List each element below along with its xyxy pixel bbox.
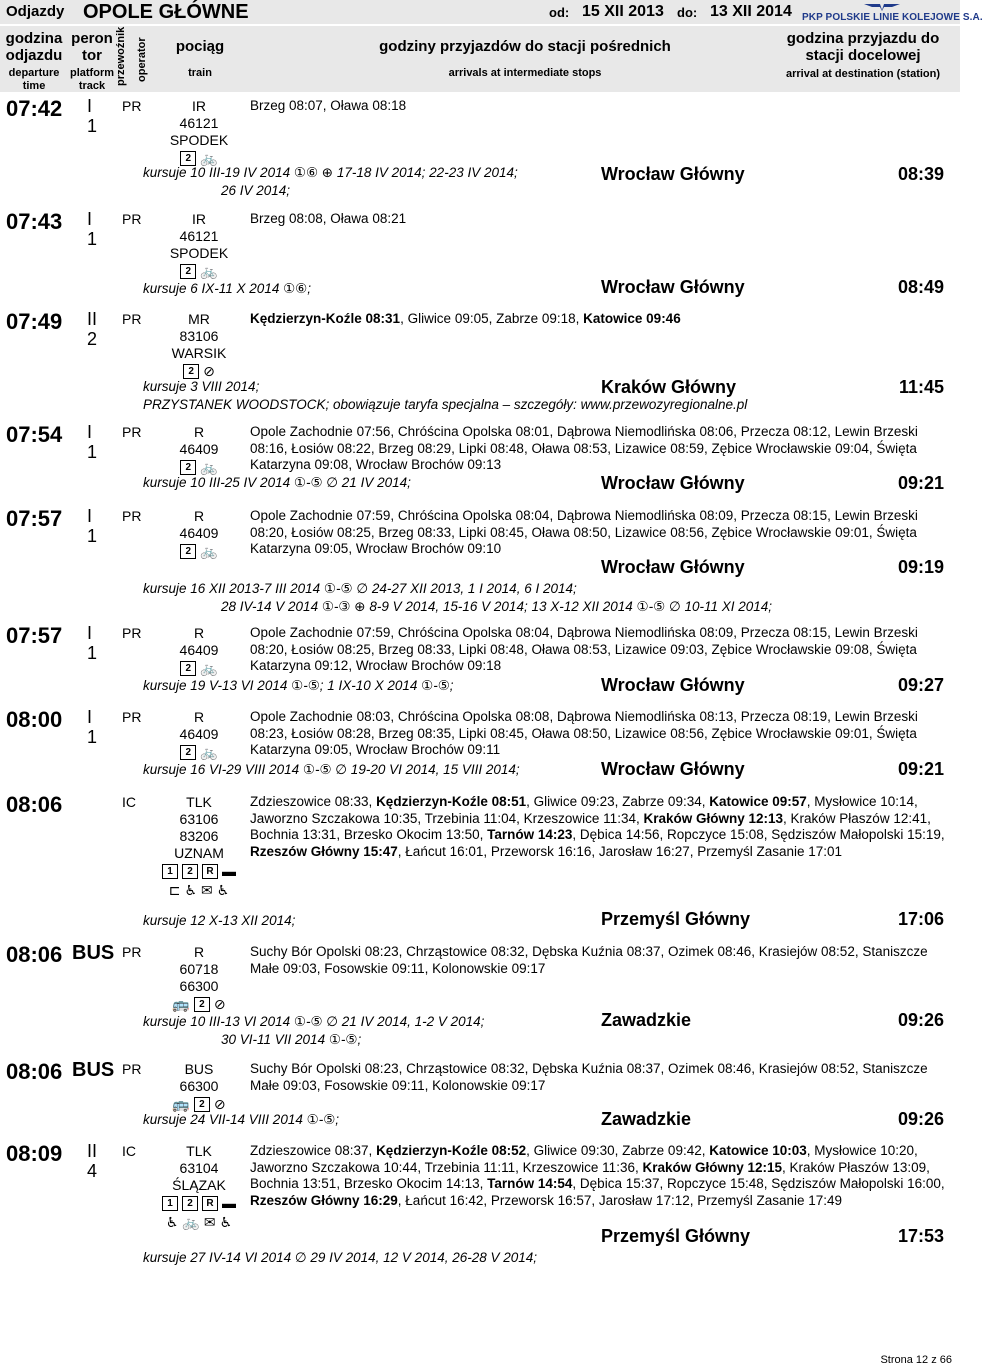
no-bicycle-icon: ⊘	[213, 1096, 226, 1112]
service-icons	[160, 1097, 238, 1112]
to-label: do:	[677, 5, 698, 20]
second-class-icon: 2	[180, 460, 196, 475]
accessibility-icon: ♿	[219, 1214, 233, 1230]
intermediate-stops: Suchy Bór Opolski 08:23, Chrząstowice 08:32, Dębska Kuźnia 08:37, Ozimek 08:46, Krasiejów 08:52, Staniszcze Małe 09:03, Fosowskie 09:11, Kolonowskie 09:17	[250, 1061, 928, 1093]
reservation-icon: R	[202, 864, 218, 879]
train-line: SPODEK	[169, 132, 229, 148]
platform: I	[87, 96, 93, 116]
train-info	[160, 944, 238, 1012]
platform-track	[87, 96, 97, 136]
reservation-icon: R	[202, 1196, 218, 1211]
destination-station: Przemyśl Główny	[601, 1226, 751, 1246]
running-days-line: kursuje 24 VII-14 VIII 2014 ①-⑤;	[143, 1112, 340, 1127]
col-intermediate: godziny przyjazdów do stacji pośrednich arrivals at intermediate stops	[379, 38, 671, 79]
train-line: WARSIK	[171, 345, 227, 361]
track: 2	[87, 329, 98, 349]
destination-arrival: 09:21	[897, 759, 944, 779]
destination-arrival: 08:49	[897, 277, 944, 297]
track: 1	[87, 727, 98, 747]
second-class-icon: 2	[194, 997, 210, 1012]
train-line: UZNAM	[174, 845, 224, 861]
bicycle-icon: 🚲	[200, 744, 218, 760]
intermediate-stops: Opole Zachodnie 07:59, Chróścina Opolska 08:04, Dąbrowa Niemodlińska 08:09, Przecza 08:15, Lewin Brzeski 08:20, Łosiów 08:25, Brzeg 08:33, Lipki 08:48, Oława 08:53, Lizawice 09:03, Zębice Wrocławskie 09:08, Święta Katarzyna 09:12, Wrocław Brochów 09:18	[250, 625, 918, 673]
no-parcel-icon: ✉	[201, 882, 213, 898]
first-class-icon: 1	[162, 864, 178, 879]
destination-station: Wrocław Główny	[601, 473, 745, 493]
train-line: 46409	[179, 525, 219, 541]
section-label: Odjazdy	[6, 3, 65, 20]
train-line: TLK	[186, 794, 212, 810]
carrier: IC	[122, 1143, 136, 1159]
bicycle-icon: 🚲	[200, 150, 218, 166]
service-icons	[160, 264, 238, 279]
departure-time: 08:06	[6, 792, 63, 817]
departure-time: 07:43	[6, 209, 63, 234]
train-info	[160, 424, 238, 475]
platform: I	[87, 707, 93, 727]
train-info	[160, 311, 238, 379]
track: 1	[87, 442, 98, 462]
service-icons	[160, 745, 238, 760]
page-header	[0, 0, 983, 92]
train-line: ŚLĄZAK	[172, 1177, 226, 1193]
intermediate-stops: Suchy Bór Opolski 08:23, Chrząstowice 08:32, Dębska Kuźnia 08:37, Ozimek 08:46, Krasiejów 08:52, Staniszcze Małe 09:03, Fosowskie 09:11, Kolonowskie 09:17	[250, 944, 928, 976]
track: 4	[87, 1161, 98, 1181]
running-days-line: kursuje 12 X-13 XII 2014;	[143, 913, 296, 928]
train-line: 46409	[179, 726, 219, 742]
track: 1	[87, 229, 98, 249]
departure-time: 08:06	[6, 942, 63, 967]
carrier: PR	[122, 98, 142, 114]
train-line: MR	[188, 311, 210, 327]
departure-time: 07:57	[6, 506, 63, 531]
service-icons	[160, 864, 238, 898]
service-icons	[160, 661, 238, 676]
wheelchair-icon: ♿	[216, 882, 230, 898]
running-days	[143, 1111, 339, 1129]
bus-icon: 🚌	[172, 996, 190, 1012]
destination-arrival: 09:19	[897, 557, 944, 577]
destination-station: Wrocław Główny	[601, 675, 745, 695]
platform: I	[87, 623, 93, 643]
carrier: PR	[122, 424, 142, 440]
train-line: 46409	[179, 642, 219, 658]
track: 1	[87, 643, 98, 663]
intermediate-stops: Zdzieszowice 08:33, Kędzierzyn-Koźle 08:51, Gliwice 09:23, Zabrze 09:34, Katowice 09:57, Mysłowice 10:14, Jaworzno Szczakowa 10:35, Trzebinia 11:04, Krzeszowice 11:34, Kraków Główny 12:13, Kraków Płaszów 12:41, Bochnia 13:31, Brzesko Okocim 13:50, Tarnów 14:23, Dębica 14:56, Ropczyce 15:08, Sędziszów Małopolski 15:19, Rzeszów Główny 15:47, Łańcut 16:01, Przeworsk 16:16, Jarosław 16:27, Przemyśl Zasanie 17:01	[250, 794, 945, 859]
col-departure: godzina odjazdu departure time	[5, 30, 63, 92]
running-days-line: 30 VI-11 VII 2014 ①-⑤;	[221, 1032, 362, 1047]
intermediate-stops: Opole Zachodnie 07:56, Chróścina Opolska 08:01, Dąbrowa Niemodlińska 08:06, Przecza 08:12, Lewin Brzeski 08:16, Łosiów 08:22, Brzeg 08:29, Lipki 08:48, Oława 08:53, Lizawice 08:59, Zębice Wrocławskie 09:04, Święta Katarzyna 09:08, Wrocław Brochów 09:13	[250, 424, 918, 472]
destination-station: Zawadzkie	[601, 1010, 692, 1030]
bicycle-icon: 🚲	[182, 1214, 200, 1230]
running-days-line: kursuje 10 III-19 IV 2014 ①⑥ ⊕ 17-18 IV 2014; 22-23 IV 2014;	[143, 165, 518, 180]
destination-arrival: 09:26	[897, 1109, 944, 1129]
carrier: PR	[122, 944, 142, 960]
intermediate-stops: Kędzierzyn-Koźle 08:31, Gliwice 09:05, Zabrze 09:18, Katowice 09:46	[250, 311, 681, 326]
track: 1	[87, 526, 98, 546]
departure-time: 07:57	[6, 623, 63, 648]
destination-arrival: 11:45	[898, 377, 944, 397]
bicycle-icon: 🚲	[200, 660, 218, 676]
running-days	[143, 280, 311, 298]
second-class-icon: 2	[180, 745, 196, 760]
running-days-line: PRZYSTANEK WOODSTOCK; obowiązuje taryfa specjalna – szczegóły: www.przewozyregionalne.pl	[143, 397, 748, 412]
track: 1	[87, 116, 98, 136]
train-line: 66300	[179, 1078, 219, 1094]
bicycle-icon: 🚲	[200, 263, 218, 279]
running-days	[143, 164, 518, 200]
train-line: 46121	[179, 115, 219, 131]
bus-icon: 🚌	[172, 1096, 190, 1112]
platform: I	[87, 506, 93, 526]
running-days	[143, 580, 772, 616]
platform: I	[87, 209, 93, 229]
train-info	[160, 1061, 238, 1112]
train-info	[160, 709, 238, 760]
running-days-line: kursuje 3 VIII 2014;	[143, 379, 260, 394]
destination-station: Wrocław Główny	[601, 759, 745, 779]
second-class-icon: 2	[194, 1097, 210, 1112]
station-name: OPOLE GŁÓWNE	[83, 1, 249, 23]
train-info	[160, 211, 238, 279]
platform-track	[87, 422, 97, 462]
train-line: IR	[192, 98, 206, 114]
second-class-icon: 2	[180, 544, 196, 559]
train-line: IR	[192, 211, 206, 227]
destination-arrival: 09:27	[897, 675, 944, 695]
train-line: R	[193, 709, 205, 725]
pkp-logo	[798, 1, 983, 24]
accessibility-icon: ♿	[184, 882, 197, 898]
train-line: 63106	[179, 811, 219, 827]
departure-time: 07:49	[6, 309, 63, 334]
train-line: SPODEK	[169, 245, 229, 261]
wing-icon	[862, 2, 902, 12]
departure-time: 07:42	[6, 96, 63, 121]
wheelchair-icon: ♿	[165, 1214, 179, 1230]
train-line: 66300	[179, 978, 219, 994]
train-line: 83106	[179, 328, 219, 344]
train-line: 46121	[179, 228, 219, 244]
train-info	[160, 794, 238, 898]
running-days	[143, 1013, 484, 1049]
bus-label: BUS	[72, 942, 115, 964]
running-days-line: kursuje 10 III-25 IV 2014 ①-⑤ ∅ 21 IV 2014;	[143, 475, 411, 490]
carrier: PR	[122, 625, 142, 641]
destination-station: Wrocław Główny	[601, 277, 745, 297]
no-bicycle-icon: ⊘	[213, 996, 226, 1012]
running-days	[143, 761, 520, 779]
intermediate-stops: Zdzieszowice 08:37, Kędzierzyn-Koźle 08:52, Gliwice 09:30, Zabrze 09:42, Katowice 10:03, Mysłowice 10:20, Jaworzno Szczakowa 10:44, Trzebinia 11:11, Krzeszowice 11:36, Kraków Główny 12:15, Kraków Płaszów 13:09, Bochnia 13:51, Brzesko Okocim 14:13, Tarnów 14:54, Dębica 15:37, Ropczyce 15:48, Sędziszów Małopolski 16:00, Rzeszów Główny 16:29, Łańcut 16:42, Przeworsk 16:57, Jarosław 17:12, Przemyśl Zasanie 17:49	[250, 1143, 945, 1208]
carrier: PR	[122, 1061, 142, 1077]
no-bicycle-icon: ⊘	[203, 363, 215, 379]
second-class-icon: 2	[183, 364, 199, 379]
destination-arrival: 17:06	[897, 909, 944, 929]
train-line: R	[193, 944, 205, 960]
train-line: 83206	[179, 828, 219, 844]
departure-time: 07:54	[6, 422, 63, 447]
col-carrier: przewoźnik	[115, 26, 127, 86]
platform-track	[87, 707, 97, 747]
platform: II	[87, 309, 98, 329]
col-operator: operator	[136, 37, 148, 82]
carrier: IC	[122, 794, 136, 810]
running-days-line: 26 IV 2014;	[221, 183, 291, 198]
sleeper-icon: ▬	[222, 863, 236, 879]
departure-time: 08:06	[6, 1059, 63, 1084]
running-days	[143, 912, 295, 930]
carrier: PR	[122, 508, 142, 524]
couchette-icon: ⊏	[168, 882, 181, 898]
departure-time: 08:00	[6, 707, 63, 732]
carrier: PR	[122, 211, 142, 227]
train-line: TLK	[186, 1143, 212, 1159]
train-line: 60718	[179, 961, 219, 977]
running-days-line: kursuje 19 V-13 VI 2014 ①-⑤; 1 IX-10 X 2014 ①-⑤;	[143, 678, 454, 693]
running-days-line: kursuje 6 IX-11 X 2014 ①⑥;	[143, 281, 312, 296]
column-headers	[0, 26, 960, 92]
carrier: PR	[122, 709, 142, 725]
platform-track	[87, 506, 97, 546]
col-train: pociąg train	[175, 38, 225, 79]
bicycle-icon: 🚲	[200, 459, 218, 475]
intermediate-stops: Opole Zachodnie 08:03, Chróścina Opolska 08:08, Dąbrowa Niemodlińska 08:13, Przecza 08:19, Lewin Brzeski 08:23, Łosiów 08:28, Brzeg 08:35, Lipki 08:45, Oława 08:50, Lizawice 08:56, Zębice Wrocławskie 09:01, Święta Katarzyna 09:05, Wrocław Brochów 09:11	[250, 709, 918, 757]
to-date: 13 XII 2014	[710, 3, 792, 20]
bus-label: BUS	[72, 1059, 115, 1081]
second-class-icon: 2	[180, 151, 196, 166]
platform: II	[87, 1141, 98, 1161]
second-class-icon: 2	[180, 264, 196, 279]
second-class-icon: 2	[180, 661, 196, 676]
col-destination: godzina przyjazdu do stacji docelowej arrival at destination (station)	[785, 30, 941, 80]
destination-arrival: 09:26	[897, 1010, 944, 1030]
service-icons	[160, 1196, 238, 1230]
destination-station: Kraków Główny	[601, 377, 737, 397]
page-number: Strona 12 z 66	[880, 1354, 952, 1366]
platform-track	[87, 623, 97, 663]
running-days	[143, 474, 411, 492]
title-bar	[0, 0, 983, 24]
logo-text: PKP POLSKIE LINIE KOLEJOWE S.A.	[802, 12, 983, 23]
running-days-line: kursuje 10 III-13 VI 2014 ①-⑤ ∅ 21 IV 2014, 1-2 V 2014;	[143, 1014, 485, 1029]
sleeper-icon: ▬	[222, 1195, 236, 1211]
service-icons	[160, 544, 238, 559]
running-days-line: 28 IV-14 V 2014 ①-③ ⊕ 8-9 V 2014, 15-16 V 2014; 13 X-12 XII 2014 ①-⑤ ∅ 10-11 XI 2014;	[221, 599, 773, 614]
platform-track	[87, 1141, 97, 1181]
intermediate-stops: Brzeg 08:07, Oława 08:18	[250, 98, 407, 113]
from-date: 15 XII 2013	[582, 3, 664, 20]
col-platform: peron tor platform track	[70, 30, 114, 92]
platform: I	[87, 422, 93, 442]
service-icons	[160, 460, 238, 475]
destination-station: Wrocław Główny	[601, 164, 745, 184]
destination-arrival: 17:53	[897, 1226, 944, 1246]
intermediate-stops: Brzeg 08:08, Oława 08:21	[250, 211, 407, 226]
train-line: R	[193, 625, 205, 641]
running-days-line: kursuje 16 VI-29 VIII 2014 ①-⑤ ∅ 19-20 VI 2014, 15 VIII 2014;	[143, 762, 520, 777]
running-days-line: kursuje 27 IV-14 VI 2014 ∅ 29 IV 2014, 12 V 2014, 26-28 V 2014;	[143, 1250, 538, 1265]
first-class-icon: 1	[162, 1196, 178, 1211]
departure-time: 08:09	[6, 1141, 63, 1166]
second-class-icon: 2	[182, 864, 198, 879]
train-line: BUS	[184, 1061, 214, 1077]
train-info	[160, 625, 238, 676]
running-days	[143, 1249, 537, 1267]
platform-track	[87, 209, 97, 249]
from-label: od:	[549, 5, 570, 20]
bicycle-icon: 🚲	[200, 543, 218, 559]
second-class-icon: 2	[182, 1196, 198, 1211]
intermediate-stops: Opole Zachodnie 07:59, Chróścina Opolska 08:04, Dąbrowa Niemodlińska 08:09, Przecza 08:15, Lewin Brzeski 08:20, Łosiów 08:25, Brzeg 08:33, Lipki 08:45, Oława 08:50, Lizawice 08:56, Zębice Wrocławskie 09:01, Święta Katarzyna 09:05, Wrocław Brochów 09:10	[250, 508, 918, 556]
carrier: PR	[122, 311, 142, 327]
destination-station: Przemyśl Główny	[601, 909, 751, 929]
destination-station: Wrocław Główny	[601, 557, 745, 577]
platform-track	[87, 309, 97, 349]
train-line: R	[193, 424, 205, 440]
no-parcel-icon: ✉	[203, 1214, 216, 1230]
running-days	[143, 677, 454, 695]
train-info	[160, 508, 238, 559]
service-icons	[160, 997, 238, 1012]
destination-arrival: 08:39	[897, 164, 944, 184]
running-days-line: kursuje 16 XII 2013-7 III 2014 ①-⑤ ∅ 24-27 XII 2013, 1 I 2014, 6 I 2014;	[143, 581, 577, 596]
destination-station: Zawadzkie	[601, 1109, 692, 1129]
train-line: 63104	[179, 1160, 219, 1176]
train-info	[160, 98, 238, 166]
train-line: R	[193, 508, 205, 524]
destination-arrival: 09:21	[897, 473, 944, 493]
train-info	[160, 1143, 238, 1230]
train-line: 46409	[179, 441, 219, 457]
service-icons	[160, 364, 238, 379]
